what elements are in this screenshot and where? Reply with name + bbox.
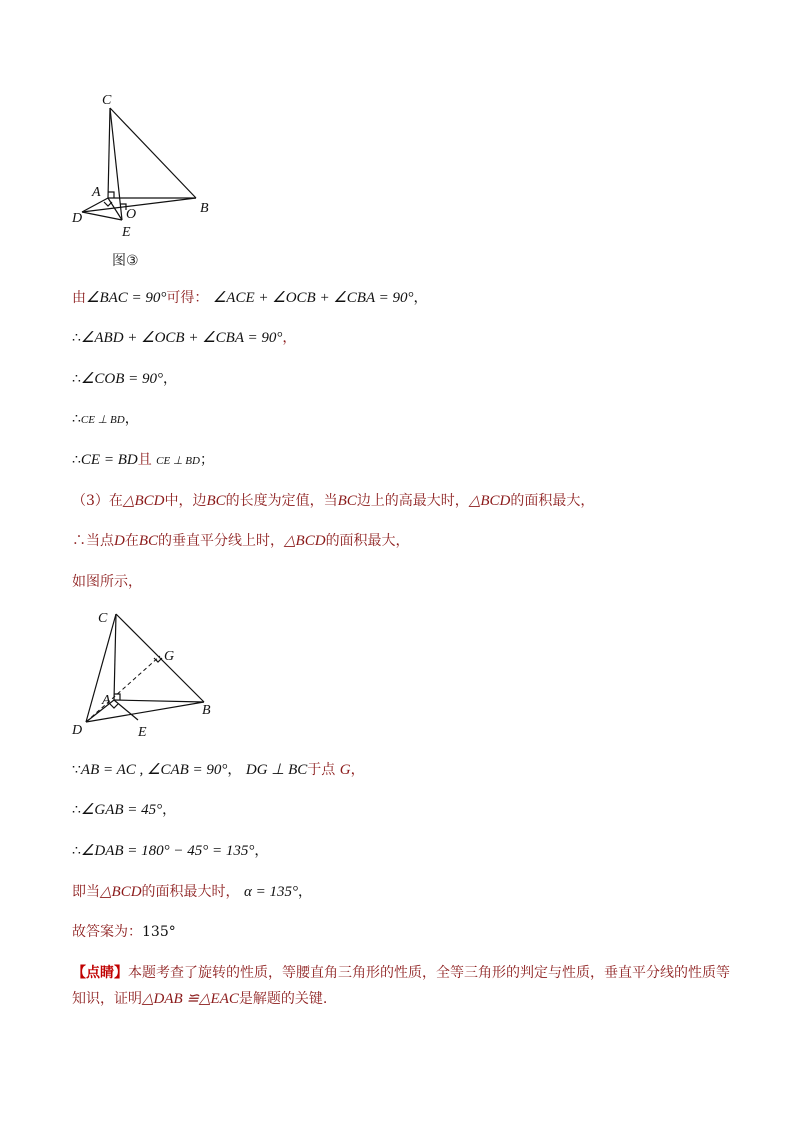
line-8: 如图所示， (72, 574, 142, 590)
dianjing-tag: 【点睛】 (72, 965, 128, 981)
figure-bisector-diagram (60, 604, 230, 740)
figure-3-diagram (60, 88, 240, 248)
fig3-label-b: B (200, 201, 209, 216)
line-5: ∴CE = BD且 CE ⊥ BD； (72, 452, 214, 468)
fig3-label-c: C (102, 93, 112, 108)
fig2-label-a: A (102, 693, 111, 708)
fig3-label-d: D (72, 211, 83, 226)
line-1: 由∠BAC = 90°可得： ∠ACE + ∠OCB + ∠CBA = 90°， (72, 290, 428, 306)
dianjing-comment: 【点睛】本题考查了旋转的性质，等腰直角三角形的性质，全等三角形的判定与性质，垂直平分线的性质等知识，证明△DAB ≌△EAC是解题的关键. (72, 965, 730, 1007)
fig2-label-g: G (164, 649, 175, 664)
fig2-label-d: D (72, 723, 83, 738)
fig2-label-b: B (202, 703, 211, 718)
line-11: ∴∠DAB = 180° − 45° = 135°， (72, 843, 269, 859)
line-6: （3）在△BCD中，边BC的长度为定值，当BC边上的高最大时，△BCD的面积最大， (72, 493, 595, 509)
fig2-label-e: E (138, 725, 147, 740)
line-13: 故答案为：135° (72, 924, 176, 940)
line-10: ∴∠GAB = 45°， (72, 802, 177, 818)
fig3-label-e: E (122, 225, 131, 240)
line-9: ∵AB = AC , ∠CAB = 90°， DG ⊥ BC于点 G， (72, 762, 365, 778)
figure-3-caption: 图③ (112, 253, 139, 269)
line-2: ∴∠ABD + ∠OCB + ∠CBA = 90°， (72, 330, 297, 346)
fig2-label-c: C (98, 611, 108, 626)
fig3-label-o: O (126, 207, 137, 222)
line-4: ∴CE ⊥ BD， (72, 411, 139, 427)
fig3-label-a: A (92, 185, 101, 200)
line-3: ∴∠COB = 90°， (72, 371, 177, 387)
line-12: 即当△BCD的面积最大时， α = 135°， (72, 884, 312, 900)
line-7: ∴当点D在BC的垂直平分线上时，△BCD的面积最大， (72, 533, 410, 549)
